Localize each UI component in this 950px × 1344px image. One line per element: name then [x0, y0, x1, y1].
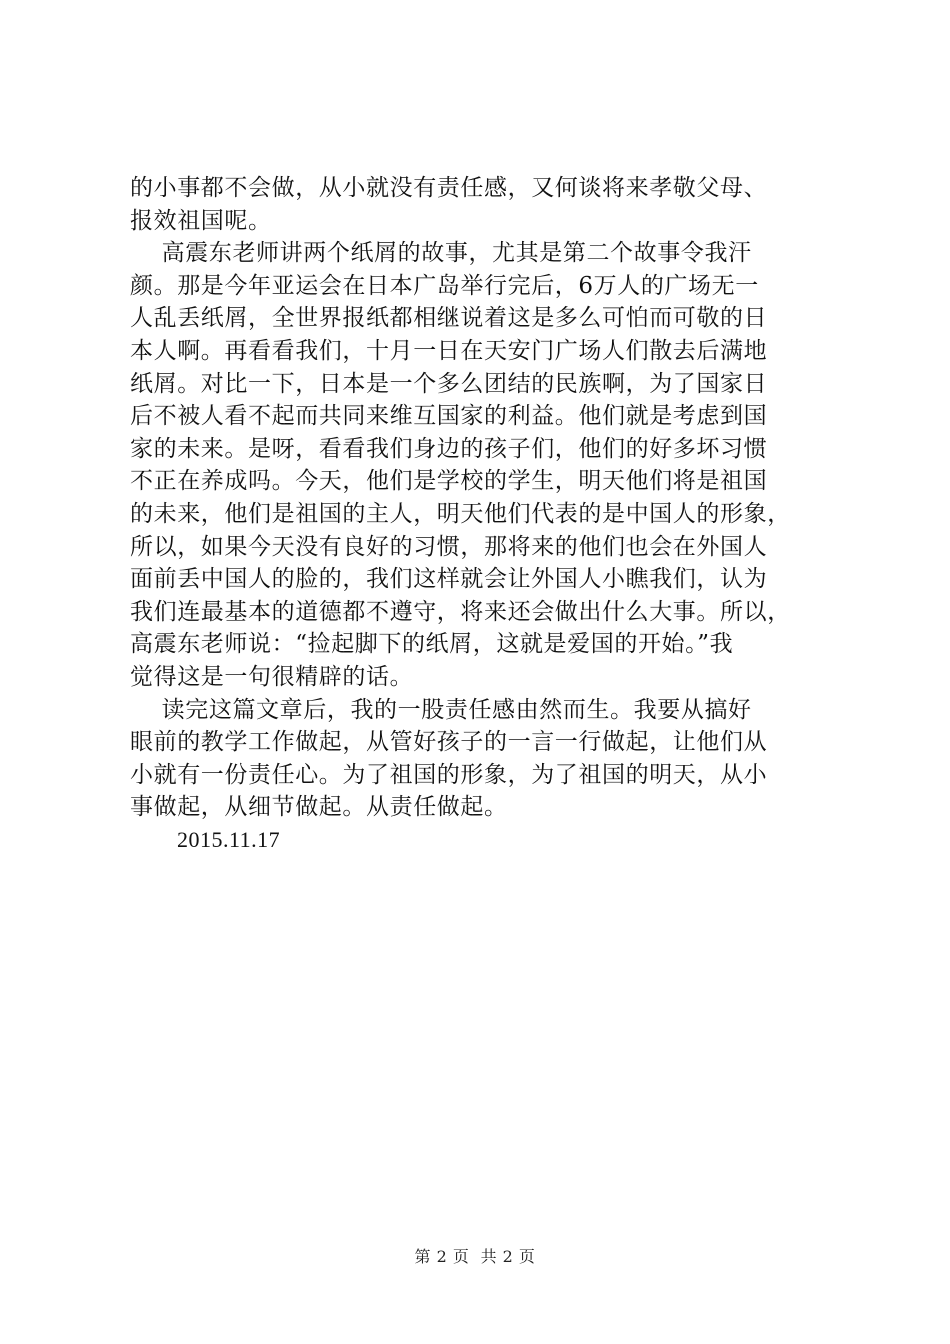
text-line: 人乱丢纸屑，全世界报纸都相继说着这是多么可怕而可敬的日: [130, 305, 768, 332]
document-date: 2015.11.17: [177, 826, 281, 852]
text-line: 家的未来。是呀，看看我们身边的孩子们，他们的好多坏习惯: [130, 435, 768, 462]
text-line: 所以，如果今天没有良好的习惯，那将来的他们也会在外国人: [130, 533, 768, 560]
text-line: 小就有一份责任心。为了祖国的形象，为了祖国的明天，从小: [130, 761, 768, 788]
text-line: 后不被人看不起而共同来维互国家的利益。他们就是考虑到国: [130, 403, 768, 430]
page-footer: 第 2 页 共 2 页: [414, 1247, 536, 1266]
text-line: 颜。那是今年亚运会在日本广岛举行完后，6万人的广场无一: [130, 272, 759, 299]
text-line: 我们连最基本的道德都不遵守，将来还会做出什么大事。所以，: [130, 598, 791, 625]
text-line: 高震东老师讲两个纸屑的故事，尤其是第二个故事令我汗: [130, 240, 752, 267]
text-line: 眼前的教学工作做起，从管好孩子的一言一行做起，让他们从: [130, 729, 768, 756]
text-line: 纸屑。对比一下，日本是一个多么团结的民族啊，为了国家日: [130, 370, 768, 397]
text-line: 读完这篇文章后，我的一股责任感由然而生。我要从搞好: [130, 696, 752, 723]
text-line: 事做起，从细节做起。从责任做起。: [130, 794, 508, 821]
text-line: 报效祖国呢。: [130, 207, 272, 234]
body-text: [130, 172, 830, 856]
text-line: 的未来，他们是祖国的主人，明天他们代表的是中国人的形象，: [130, 500, 791, 527]
text-line: 觉得这是一句很精辟的话。: [130, 663, 414, 690]
text-line: 本人啊。再看看我们，十月一日在天安门广场人们散去后满地: [130, 337, 768, 364]
text-line: 高震东老师说：“捡起脚下的纸屑，这就是爱国的开始。”我: [130, 631, 734, 658]
text-line: 面前丢中国人的脸的，我们这样就会让外国人小瞧我们，认为: [130, 566, 768, 593]
text-line: 的小事都不会做，从小就没有责任感，又何谈将来孝敬父母、: [130, 175, 768, 201]
text-line: 不正在养成吗。今天，他们是学校的学生，明天他们将是祖国: [130, 468, 768, 495]
